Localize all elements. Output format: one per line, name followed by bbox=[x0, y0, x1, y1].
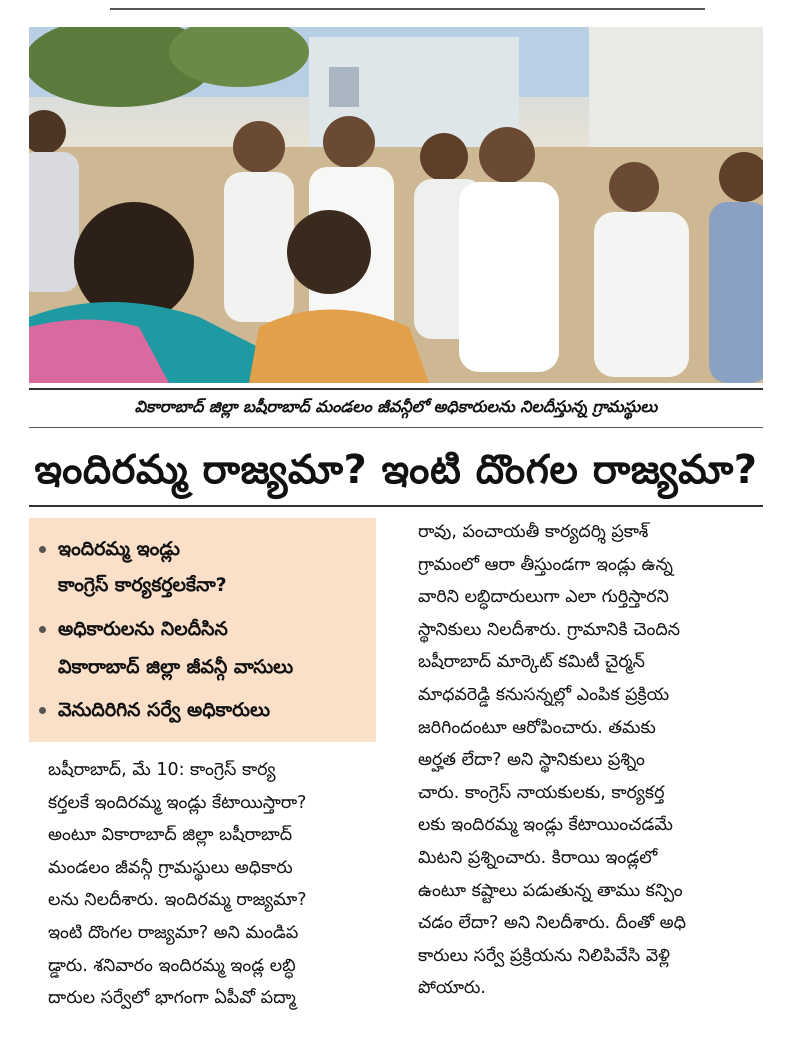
body-line: బషీరాబాద్, మే 10: కాంగ్రెస్ కార్య bbox=[48, 760, 276, 780]
highlight-line: వెనుదిరిగిన సర్వే అధికారులు bbox=[58, 699, 271, 721]
body-line: అర్హత లేదా? అని స్థానికులు ప్రశ్నిం bbox=[418, 750, 645, 771]
highlight-item bbox=[39, 534, 180, 564]
top-rule bbox=[110, 0, 705, 10]
body-line: దారుల సర్వేలో భాగంగా ఏపీవో పద్మా bbox=[48, 988, 296, 1009]
article-body-left bbox=[48, 754, 384, 1015]
body-line: ఉంటూ కష్టాలు పడుతున్న తాము కన్పిం bbox=[418, 880, 683, 901]
highlight-item bbox=[39, 695, 270, 725]
photo-caption: వికారాబాద్ జిల్లా బషీరాబాద్ మండలం జీవన్గీలో అధికారులను నిలదీస్తున్న గ్రామస్థులు bbox=[134, 397, 658, 416]
body-line: ఇంటి దొంగల రాజ్యమా? అని మండిప bbox=[48, 922, 299, 943]
body-line: కర్తలకే ఇందిరమ్మ ఇండ్లు కేటాయిస్తారా? bbox=[48, 792, 307, 813]
body-line: డ్డారు. శనివారం ఇందిరమ్మ ఇండ్ల లబ్ధి bbox=[48, 955, 296, 976]
news-photo bbox=[29, 27, 763, 383]
body-line: రావు, పంచాయతీ కార్యదర్శి ప్రకాశ్ bbox=[418, 522, 649, 542]
body-line: చడం లేదా? అని నిలదీశారు. దీంతో అధి bbox=[418, 913, 686, 934]
bullet-icon bbox=[39, 707, 46, 714]
body-line: స్థానికులు నిలదీశారు. గ్రామానికి చెందిన bbox=[418, 619, 680, 640]
body-line: మిటని ప్రశ్నించారు. కిరాయి ఇండ్లలో bbox=[418, 847, 658, 868]
highlight-line-continued: కాంగ్రెస్ కార్యకర్తలకేనా? bbox=[58, 574, 227, 596]
bullet-icon bbox=[39, 626, 46, 633]
body-line: బషీరాబాద్ మార్కెట్ కమిటీ చైర్మన్ bbox=[418, 652, 645, 673]
article-body-right bbox=[418, 516, 770, 1005]
bullet-icon bbox=[39, 546, 46, 553]
body-line: వారిని లబ్ధిదారులుగా ఎలా గుర్తిస్తారని bbox=[418, 587, 669, 608]
headline-rule bbox=[29, 505, 763, 507]
highlights-box bbox=[29, 518, 376, 742]
body-line: చారు. కాంగ్రెస్ నాయకులకు, కార్యకర్త bbox=[418, 782, 665, 803]
body-line: జరిగిందంటూ ఆరోపించారు. తమకు bbox=[418, 717, 656, 738]
body-line: మండలం జీవన్గీ గ్రామస్థులు అధికారు bbox=[48, 857, 293, 878]
villagers-confronting-officials-illustration bbox=[29, 27, 763, 383]
body-line: కారులు సర్వే ప్రక్రియను నిలిపివేసి వెళ్లి bbox=[418, 945, 670, 966]
headline: ఇందిరమ్మ రాజ్యమా? ఇంటి దొంగల రాజ్యమా? bbox=[34, 447, 758, 493]
caption-top-rule bbox=[29, 388, 763, 390]
highlight-line: ఇందిరమ్మ ఇండ్లు bbox=[58, 538, 180, 560]
body-line: మాధవరెడ్డి కనుసన్నల్లో ఎంపిక ప్రక్రియ bbox=[418, 684, 670, 705]
highlight-item bbox=[39, 614, 228, 644]
highlight-line: అధికారులను నిలదీసిన bbox=[58, 618, 228, 640]
body-line: లను నిలదీశారు. ఇందిరమ్మ రాజ్యమా? bbox=[48, 890, 307, 911]
body-line: లకు ఇందిరమ్మ ఇండ్లు కేటాయించడమే bbox=[418, 815, 673, 836]
body-line: అంటూ వికారాబాద్ జిల్లా బషీరాబాద్ bbox=[48, 825, 293, 846]
body-line: గ్రామంలో ఆరా తీస్తుండగా ఇండ్లు ఉన్న bbox=[418, 554, 673, 575]
highlight-line-continued: వికారాబాద్ జిల్లా జీవన్గీ వాసులు bbox=[58, 656, 294, 678]
caption-bottom-rule bbox=[29, 427, 763, 428]
body-line: పోయారు. bbox=[418, 978, 486, 999]
